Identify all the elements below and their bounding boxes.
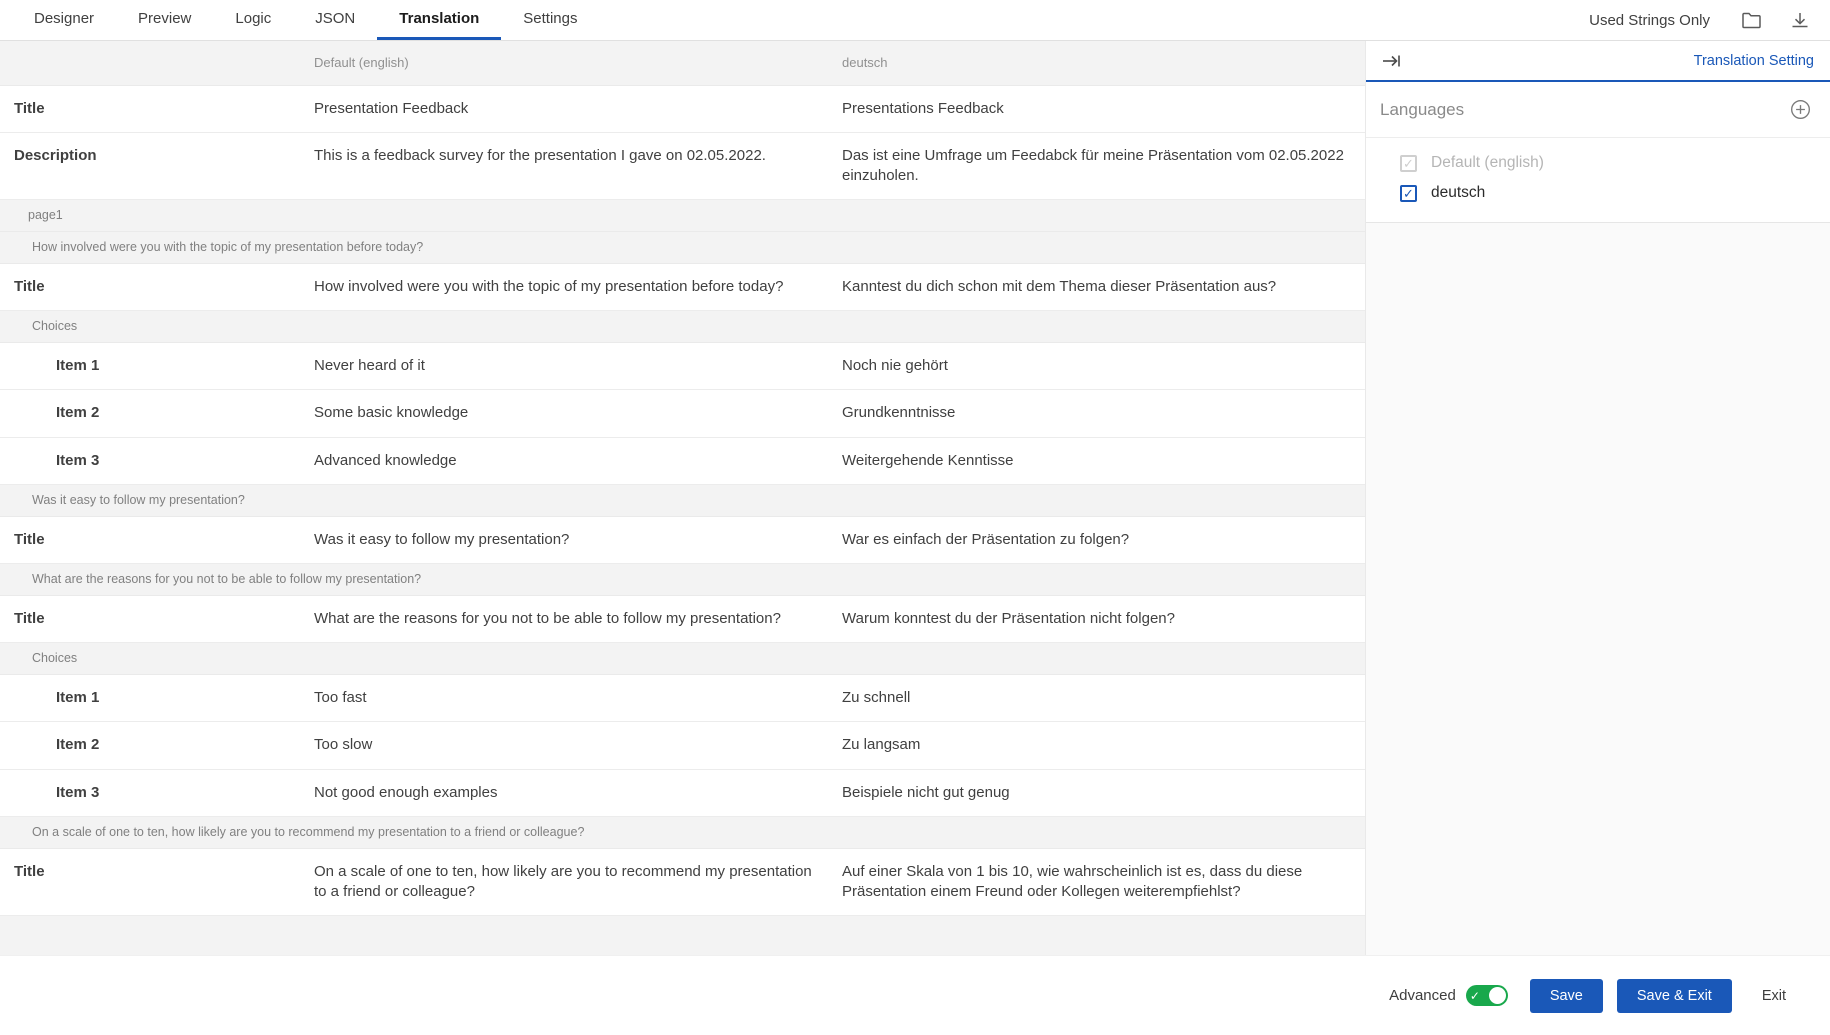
- cell-deutsch-text: Beispiele nicht gut genug: [842, 783, 1010, 801]
- advanced-toggle[interactable]: [1466, 985, 1508, 1006]
- tab-designer[interactable]: [12, 0, 116, 40]
- cell-deutsch-text: War es einfach der Präsentation zu folgen?: [842, 530, 1130, 548]
- checkbox-icon[interactable]: ✓: [1400, 155, 1417, 172]
- row-label: Item 1: [0, 675, 300, 722]
- cell-english[interactable]: [300, 132, 828, 200]
- cell-deutsch[interactable]: [828, 85, 1366, 132]
- download-icon[interactable]: [1778, 0, 1822, 40]
- toggle-knob: [1489, 987, 1506, 1004]
- group-row-label: How involved were you with the topic of my presentation before today?: [0, 232, 1366, 264]
- save-and-exit-button[interactable]: Save & Exit: [1617, 979, 1732, 1013]
- language-label: Default (english): [1431, 154, 1544, 171]
- cell-english-text: Not good enough examples: [314, 783, 498, 801]
- cell-english[interactable]: [300, 390, 828, 437]
- cell-english[interactable]: [300, 595, 828, 642]
- cell-deutsch-text: Weitergehende Kenntisse: [842, 451, 1014, 469]
- translation-table-container: [0, 41, 1366, 955]
- table-head: [0, 41, 1366, 85]
- table-row: [0, 675, 1366, 722]
- row-label: Title: [0, 595, 300, 642]
- tab-designer-label: Designer: [34, 10, 95, 27]
- cell-english-text: Too fast: [314, 689, 367, 706]
- cell-deutsch-text: Zu langsam: [842, 736, 921, 754]
- tab-preview-label: Preview: [138, 10, 192, 27]
- cell-deutsch-text: Warum konntest du der Präsentation nicht folgen?: [842, 609, 1175, 627]
- group-row-choices: [0, 643, 1366, 675]
- row-label: Title: [0, 264, 300, 311]
- cell-english[interactable]: [300, 769, 828, 816]
- cell-english[interactable]: [300, 516, 828, 563]
- languages-list: [1366, 138, 1830, 222]
- main-tabs: [0, 0, 600, 40]
- translation-settings-panel: [1366, 41, 1830, 955]
- cell-deutsch[interactable]: [828, 132, 1366, 200]
- collapse-right-icon[interactable]: [1380, 52, 1402, 70]
- table-body: [0, 85, 1366, 955]
- toolbar-actions: [1573, 0, 1830, 40]
- exit-button[interactable]: Exit: [1746, 979, 1802, 1013]
- group-row-question: [0, 232, 1366, 264]
- cell-deutsch[interactable]: [828, 516, 1366, 563]
- languages-title: Languages: [1380, 99, 1465, 119]
- cell-deutsch-text: Noch nie gehört: [842, 357, 948, 375]
- group-row-label: On a scale of one to ten, how likely are you to recommend my presentation to a friend or colleague?: [0, 816, 1366, 848]
- tab-logic-label: Logic: [235, 10, 272, 27]
- plus-circle-icon[interactable]: [1789, 98, 1812, 121]
- cell-english[interactable]: [300, 848, 828, 916]
- row-label: Item 2: [0, 722, 300, 769]
- used-strings-only-label[interactable]: Used Strings Only: [1589, 11, 1710, 29]
- main-body: [0, 41, 1830, 955]
- table-row: [0, 264, 1366, 311]
- table-row: [0, 769, 1366, 816]
- tab-logic[interactable]: [213, 0, 293, 40]
- advanced-toggle-group: [1389, 985, 1508, 1006]
- cell-english-text: How involved were you with the topic of my presentation before today?: [314, 278, 784, 295]
- column-header-name: [0, 41, 300, 85]
- cell-deutsch[interactable]: [828, 722, 1366, 769]
- table-row: [0, 437, 1366, 484]
- cell-english-text: Too slow: [314, 736, 373, 754]
- tab-json[interactable]: [293, 0, 377, 40]
- table-row: [0, 722, 1366, 769]
- row-label: Description: [0, 132, 300, 200]
- row-label: Title: [0, 516, 300, 563]
- group-row-choices: [0, 311, 1366, 343]
- cell-english-text: This is a feedback survey for the presentation I gave on 02.05.2022.: [314, 146, 766, 164]
- cell-english[interactable]: [300, 85, 828, 132]
- cell-deutsch[interactable]: [828, 595, 1366, 642]
- cell-deutsch[interactable]: [828, 343, 1366, 390]
- cell-deutsch-text: Auf einer Skala von 1 bis 10, wie wahrscheinlich ist es, dass du diese Präsentation einem Freund oder Kollegen weiterempfiehlst?: [842, 862, 1303, 900]
- table-row: [0, 516, 1366, 563]
- table-row: [0, 85, 1366, 132]
- cell-english-text: Some basic knowledge: [314, 404, 469, 422]
- group-row-page: [0, 200, 1366, 232]
- column-header-deutsch: deutsch: [828, 41, 1366, 85]
- cell-deutsch-text: Grundkenntnisse: [842, 404, 956, 422]
- cell-english-text: Presentation Feedback: [314, 99, 469, 117]
- tab-translation-label: Translation: [399, 10, 480, 27]
- row-label: Title: [0, 848, 300, 916]
- group-row-label: page1: [0, 200, 1366, 232]
- row-label: Title: [0, 85, 300, 132]
- row-label: Item 1: [0, 343, 300, 390]
- cell-deutsch[interactable]: [828, 769, 1366, 816]
- check-icon: ✓: [1469, 988, 1480, 1003]
- group-row-label: Was it easy to follow my presentation?: [0, 484, 1366, 516]
- tab-preview[interactable]: [116, 0, 213, 40]
- languages-header: [1366, 82, 1830, 138]
- tab-settings[interactable]: [501, 0, 599, 40]
- row-label: Item 2: [0, 390, 300, 437]
- tab-json-label: JSON: [315, 10, 356, 27]
- table-row: [0, 132, 1366, 200]
- save-button[interactable]: Save: [1530, 979, 1603, 1013]
- cell-deutsch[interactable]: [828, 390, 1366, 437]
- cell-deutsch-text: Presentations Feedback: [842, 99, 1004, 117]
- table-row: [0, 343, 1366, 390]
- panel-empty-area: [1366, 223, 1830, 955]
- column-header-default-english: Default (english): [300, 41, 828, 85]
- cell-english[interactable]: [300, 675, 828, 722]
- cell-english[interactable]: [300, 722, 828, 769]
- tab-settings-label: Settings: [523, 10, 578, 27]
- group-row-label: Choices: [0, 643, 1366, 675]
- cell-english-text: On a scale of one to ten, how likely are you to recommend my presentation to a friend or colleague?: [314, 862, 812, 900]
- cell-english[interactable]: [300, 264, 828, 311]
- cell-deutsch[interactable]: [828, 675, 1366, 722]
- cell-english-text: Never heard of it: [314, 357, 425, 375]
- table-row: [0, 595, 1366, 642]
- checkbox-icon[interactable]: ✓: [1400, 185, 1417, 202]
- cell-deutsch-text: Zu schnell: [842, 689, 911, 706]
- top-toolbar: [0, 0, 1830, 41]
- cell-deutsch[interactable]: [828, 437, 1366, 484]
- table-row: [0, 390, 1366, 437]
- advanced-label: Advanced: [1389, 987, 1456, 1004]
- table-filler: [0, 916, 1366, 955]
- group-row-question: [0, 484, 1366, 516]
- languages-section: [1366, 82, 1830, 223]
- table-row: [0, 848, 1366, 916]
- cell-deutsch-text: Das ist eine Umfrage um Feedabck für meine Präsentation vom 02.05.2022 einzuholen.: [842, 146, 1344, 184]
- cell-english[interactable]: [300, 437, 828, 484]
- cell-english-text: Advanced knowledge: [314, 451, 457, 469]
- tab-translation[interactable]: [377, 0, 501, 40]
- language-item-deutsch[interactable]: [1366, 178, 1830, 208]
- cell-deutsch-text: Kanntest du dich schon mit dem Thema dieser Präsentation aus?: [842, 278, 1277, 295]
- row-label: Item 3: [0, 437, 300, 484]
- cell-english-text: Was it easy to follow my presentation?: [314, 530, 570, 548]
- table-filler-row: [0, 916, 1366, 955]
- group-row-question: [0, 564, 1366, 596]
- language-item-default-english[interactable]: [1366, 148, 1830, 178]
- cell-deutsch[interactable]: [828, 848, 1366, 916]
- translation-table: [0, 41, 1366, 955]
- group-row-label: What are the reasons for you not to be able to follow my presentation?: [0, 564, 1366, 596]
- group-row-question: [0, 816, 1366, 848]
- folder-icon[interactable]: [1730, 0, 1774, 40]
- footer-actions: [0, 955, 1830, 1035]
- panel-header: [1366, 41, 1830, 82]
- translation-setting-link[interactable]: Translation Setting: [1693, 52, 1814, 69]
- group-row-label: Choices: [0, 311, 1366, 343]
- language-label: deutsch: [1431, 184, 1486, 201]
- row-label: Item 3: [0, 769, 300, 816]
- table-header-row: [0, 41, 1366, 85]
- cell-english[interactable]: [300, 343, 828, 390]
- cell-english-text: What are the reasons for you not to be able to follow my presentation?: [314, 609, 781, 627]
- cell-deutsch[interactable]: [828, 264, 1366, 311]
